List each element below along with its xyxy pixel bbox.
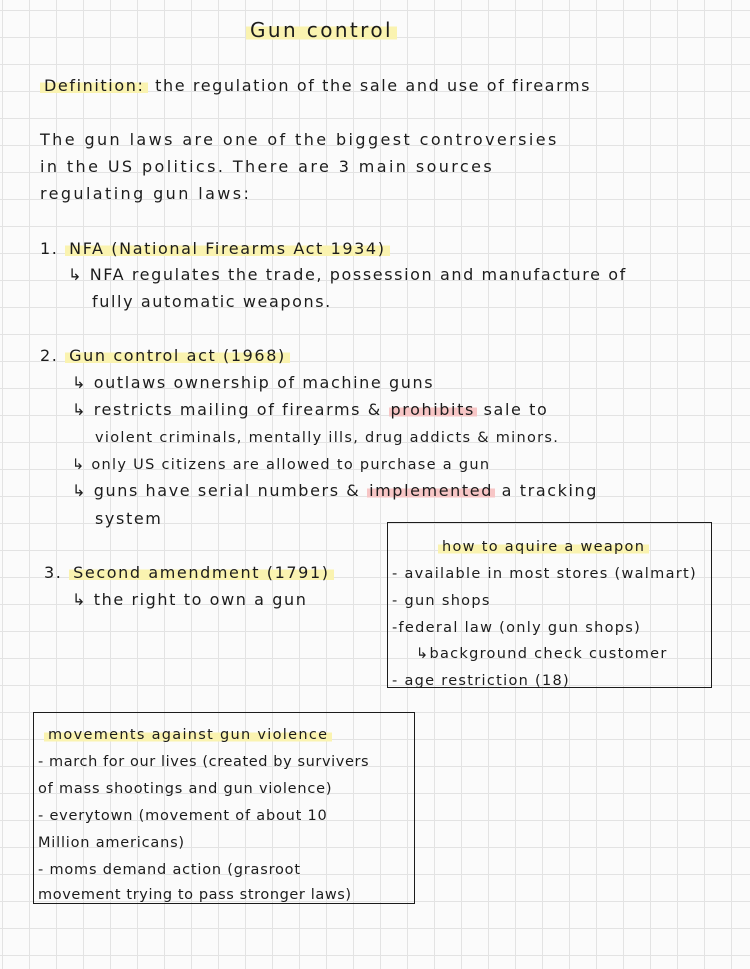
source-number: 3.: [44, 563, 63, 582]
source-point: ↳ outlaws ownership of machine guns: [72, 373, 435, 392]
weapon-box-subitem: ↳background check customer: [416, 646, 668, 662]
definition-label: Definition:: [40, 76, 148, 95]
source-title: Gun control act (1968): [65, 346, 290, 365]
highlight-implemented: implemented: [369, 481, 493, 500]
source-point-cont: fully automatic weapons.: [92, 292, 332, 311]
arrow-return-icon: ↳: [72, 457, 86, 473]
intro-line: regulating gun laws:: [40, 184, 252, 203]
title-text: Gun control: [246, 18, 397, 42]
intro-line: in the US politics. There are 3 main sources: [40, 157, 495, 176]
movements-line: of mass shootings and gun violence): [38, 781, 333, 797]
definition: [40, 76, 591, 96]
source-title: NFA (National Firearms Act 1934): [65, 239, 389, 258]
movements-box: [33, 712, 415, 904]
page-title: [246, 20, 397, 40]
source-point: ↳ NFA regulates the trade, possession and manufacture of: [68, 265, 627, 284]
intro-line: The gun laws are one of the biggest controversies: [40, 130, 559, 149]
highlight-prohibits: prohibits: [390, 400, 475, 419]
movements-line: - everytown (movement of about 10: [38, 808, 328, 824]
movements-line: - march for our lives (created by survivers: [38, 754, 370, 770]
weapon-box-item: - age restriction (18): [392, 673, 570, 689]
source-gca-heading: [40, 346, 290, 366]
movements-box-title: movements against gun violence: [44, 725, 332, 745]
arrow-return-icon: ↳: [72, 481, 88, 500]
arrow-return-icon: ↳: [68, 265, 84, 284]
source-point: ↳ only US citizens are allowed to purchase a gun: [72, 457, 491, 473]
weapon-acquisition-box: [387, 522, 712, 688]
source-number: 1.: [40, 239, 59, 258]
source-point-cont: violent criminals, mentally ills, drug addicts & minors.: [95, 430, 560, 446]
weapon-box-title: how to aquire a weapon: [438, 537, 649, 557]
source-point-cont: system: [95, 509, 163, 528]
definition-text: the regulation of the sale and use of firearms: [155, 76, 592, 95]
weapon-box-item: -federal law (only gun shops): [392, 620, 642, 636]
source-point: ↳ restricts mailing of firearms & prohibits sale to: [72, 400, 549, 419]
arrow-return-icon: ↳: [72, 590, 88, 609]
movements-line: - moms demand action (grasroot: [38, 862, 301, 878]
source-number: 2.: [40, 346, 59, 365]
source-title: Second amendment (1791): [69, 563, 333, 582]
source-point: ↳ guns have serial numbers & implemented a tracking: [72, 481, 599, 500]
arrow-return-icon: ↳: [72, 373, 88, 392]
weapon-box-item: - gun shops: [392, 593, 491, 609]
weapon-box-item: - available in most stores (walmart): [392, 566, 697, 582]
source-amendment-heading: [44, 563, 334, 583]
arrow-return-icon: ↳: [72, 400, 88, 419]
arrow-return-icon: ↳: [416, 646, 430, 662]
movements-line: movement trying to pass stronger laws): [38, 887, 352, 903]
source-nfa-heading: [40, 239, 390, 259]
source-point: ↳ the right to own a gun: [72, 590, 308, 609]
movements-line: Million americans): [38, 835, 185, 851]
